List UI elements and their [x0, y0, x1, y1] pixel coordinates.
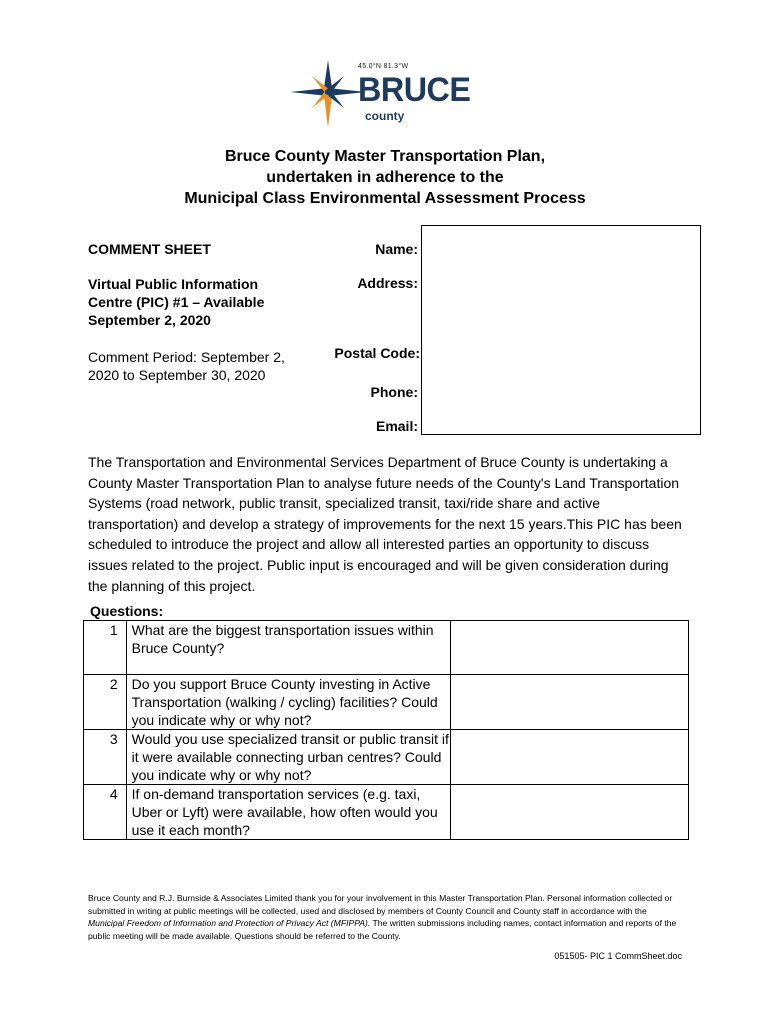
table-row [84, 675, 689, 730]
title-line-3: Municipal Class Environmental Assessment Process [184, 190, 586, 207]
question-text: If on-demand transportation services (e.g. taxi, Uber or Lyft) were available, how often would you use it each month? [126, 785, 451, 840]
document-reference: 051505- PIC 1 CommSheet.doc [554, 951, 682, 961]
comment-period [88, 348, 285, 384]
privacy-text-1: Bruce County and R.J. Burnside & Associates Limited thank you for your involvement in this Master Transportation Plan. Personal information collected or submitted in writing at public meetings will be collected, used and disclosed by members of County Council and County staff in accordance with the [88, 893, 673, 916]
answer-field[interactable] [451, 730, 689, 785]
pic-line-1: Virtual Public Information [88, 276, 259, 292]
document-title [0, 146, 770, 209]
question-text: Would you use specialized transit or public transit if it were available connecting urban centres? Could you indicate why or why not? [126, 730, 451, 785]
name-label: Name: [375, 241, 418, 257]
phone-field[interactable] [421, 366, 701, 401]
pic-line-2: Centre (PIC) #1 – Available [88, 294, 265, 310]
title-line-2: undertaken in adherence to the [266, 169, 504, 186]
question-number: 3 [84, 730, 127, 785]
table-row [84, 621, 689, 675]
postal-code-label: Postal Code: [334, 345, 420, 361]
table-row [84, 730, 689, 785]
question-text: What are the biggest transportation issues within Bruce County? [126, 621, 451, 675]
pic-line-3: September 2, 2020 [88, 312, 211, 328]
compass-star-icon [288, 58, 368, 130]
name-field[interactable] [421, 225, 701, 260]
intro-paragraph: The Transportation and Environmental Services Department of Bruce County is undertaking a County Master Transportation Plan to analyse future needs of the County's Land Transportation Systems (road network, public transit, specialized transit, taxi/ride share and active transportation) and develop a strategy of improvements for the next 15 years.This PIC has been scheduled to introduce the project and allow all interested parties an opportunity to discuss issues related to the project. Public input is encouraged and will be given consideration during the planning of this project. [88, 454, 682, 594]
question-text: Do you support Bruce County investing in Active Transportation (walking / cycling) facilities? Could you indicate why or why not? [126, 675, 451, 730]
answer-field[interactable] [451, 675, 689, 730]
address-field[interactable] [421, 258, 701, 329]
privacy-text-2: The written submissions including names, contact information and reports of the public meeting will be made available. Questions should be referred to the County. [88, 918, 677, 941]
email-label: Email: [375, 418, 418, 434]
period-line-1: Comment Period: September 2, [88, 349, 285, 365]
email-field[interactable] [421, 400, 701, 435]
privacy-act-name: Municipal Freedom of Information and Protection of Privacy Act (MFIPPA). [88, 918, 371, 928]
logo-wordmark: BRUCE [358, 71, 471, 109]
table-row [84, 785, 689, 840]
postal-code-field[interactable] [421, 328, 701, 367]
question-number: 4 [84, 785, 127, 840]
privacy-notice [88, 892, 683, 942]
questions-heading: Questions: [90, 603, 164, 619]
title-line-1: Bruce County Master Transportation Plan, [224, 148, 546, 165]
phone-label: Phone: [370, 384, 418, 400]
answer-field[interactable] [451, 621, 689, 675]
logo-coordinates: 45.0°N 81.3°W [358, 63, 409, 70]
address-label: Address: [357, 275, 418, 291]
logo-subtitle: county [365, 109, 405, 123]
questions-table [83, 620, 689, 840]
comment-sheet-heading: COMMENT SHEET [88, 241, 211, 257]
pic-info [88, 275, 264, 329]
answer-field[interactable] [451, 785, 689, 840]
question-number: 1 [84, 621, 127, 675]
period-line-2: 2020 to September 30, 2020 [88, 367, 266, 383]
question-number: 2 [84, 675, 127, 730]
